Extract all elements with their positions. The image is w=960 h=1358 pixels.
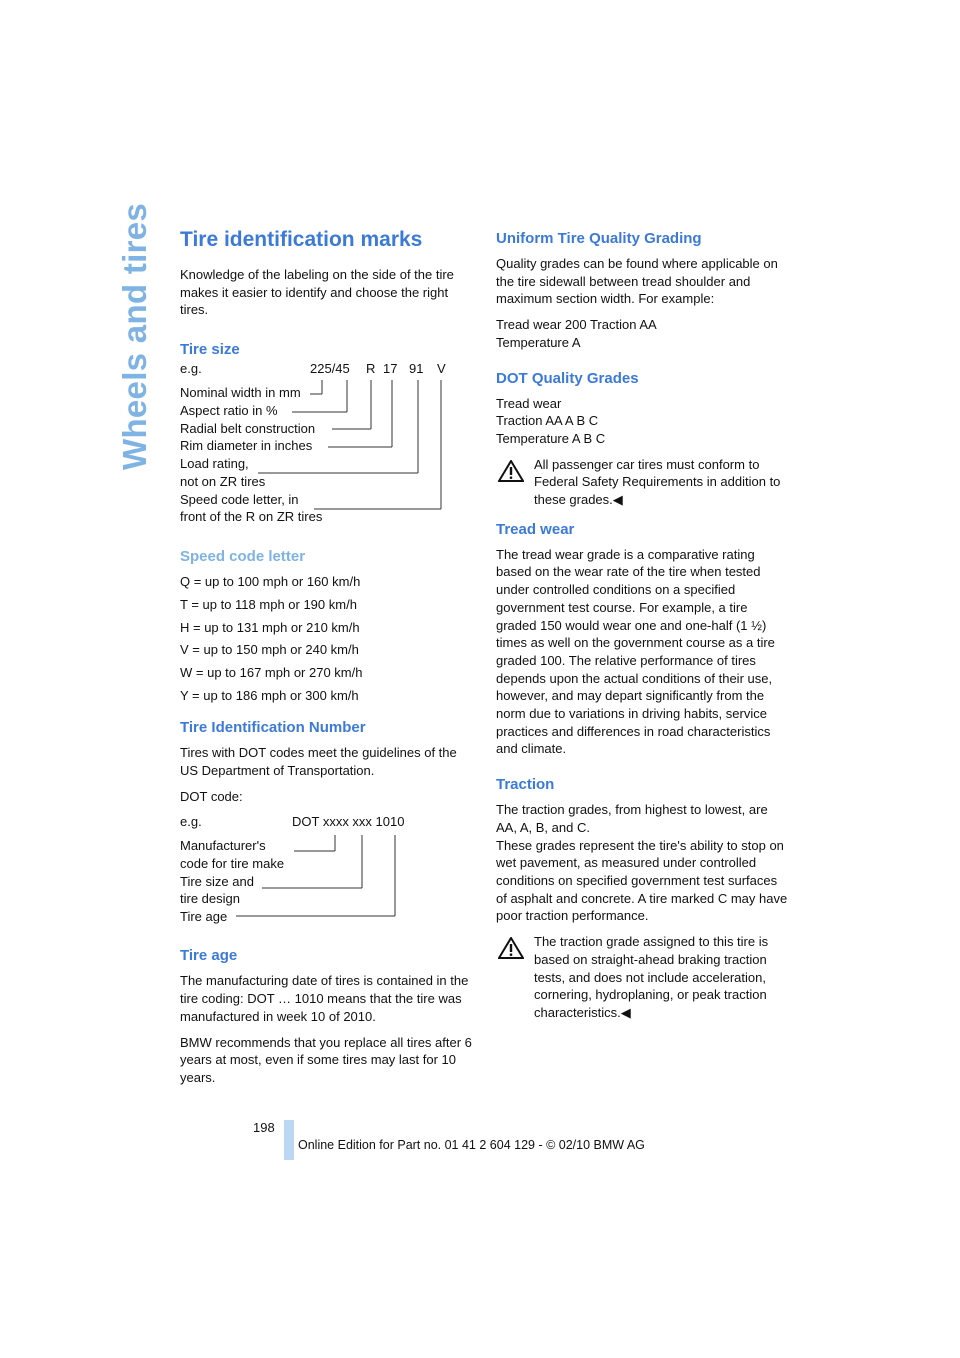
footer-edition-text: Online Edition for Part no. 01 41 2 604 129 - © 02/10 BMW AG: [298, 1138, 645, 1152]
speed-item: V = up to 150 mph or 240 km/h: [180, 642, 359, 658]
dot-grade-line: Temperature A B C: [496, 430, 606, 446]
tin-heading: Tire Identification Number: [180, 719, 366, 737]
warning-icon: [498, 937, 524, 959]
tin-text: Tires with DOT codes meet the guidelines of the US Department of Transportation.: [180, 745, 457, 779]
tire-size-heading: Tire size: [180, 341, 240, 359]
code-radial: R: [366, 361, 376, 377]
speed-item: W = up to 167 mph or 270 km/h: [180, 664, 363, 680]
label-load-rating: Load rating,: [180, 456, 249, 472]
utqg-heading: Uniform Tire Quality Grading: [496, 230, 702, 247]
traction-text-1: The traction grades, from highest to lowest, are AA, A, B, and C.: [496, 802, 768, 835]
dot-grades-heading: DOT Quality Grades: [496, 369, 639, 387]
warning-icon: [498, 460, 524, 482]
speed-item: Q = up to 100 mph or 160 km/h: [180, 574, 361, 590]
tire-age-text-1: The manufacturing date of tires is contained in the tire coding: DOT … 1010 means that the tire was manufactured in week 10 of 2010.: [180, 973, 469, 1024]
dot-grade-line: Traction AA A B C: [496, 413, 599, 429]
label-rim-diameter: Rim diameter in inches: [180, 438, 313, 454]
warning-text-1: All passenger car tires must conform to Federal Safety Requirements in addition to these grades.◀: [534, 456, 781, 508]
tread-wear-heading: Tread wear: [496, 520, 575, 538]
footer-accent-bar: [284, 1120, 294, 1160]
tire-age-heading: Tire age: [180, 947, 238, 965]
warning-note-2: [496, 933, 790, 1022]
chapter-sidebar-title: Wheels and tires: [116, 202, 153, 470]
speed-code-heading: Speed code letter: [180, 548, 306, 566]
dot-example-label: e.g.: [180, 814, 202, 830]
speed-item: Y = up to 186 mph or 300 km/h: [180, 687, 359, 703]
code-rim: 17: [383, 361, 398, 377]
label-radial: Radial belt construction: [180, 421, 316, 437]
label-tire-age: Tire age: [180, 909, 228, 925]
label-speed-code-2: front of the R on ZR tires: [180, 509, 323, 525]
left-column: [180, 228, 475, 1095]
label-tire-size: Tire size and: [180, 874, 254, 890]
tread-wear-text: The tread wear grade is a comparative rating based on the wear rate of the tire when tested under controlled conditions on a specified government test course. For example, a tire graded 150 would wear one and one-half (1 ½) times as well on the government course as a tire graded 100. The relative performance of tires depends upon the actual conditions of their use, however, and may depart significantly from the norm due to variations in driving habits, service practices and differences in road characteristics and climate.: [496, 546, 775, 757]
warning-note-1: [496, 456, 790, 509]
traction-heading: Traction: [496, 776, 555, 794]
dot-code: DOT xxxx xxx 1010: [292, 814, 405, 830]
utqg-example-2: Temperature A: [496, 334, 581, 350]
page-number: 198: [253, 1120, 275, 1135]
dot-code-diagram: [180, 814, 475, 935]
label-speed-code: Speed code letter, in: [180, 492, 299, 508]
dot-grade-line: Tread wear: [496, 395, 562, 411]
section-title: Tire identification marks: [180, 228, 423, 251]
label-load-rating-2: not on ZR tires: [180, 474, 266, 490]
label-manufacturer: Manufacturer's: [180, 838, 266, 854]
example-label: e.g.: [180, 361, 202, 377]
traction-text-2: These grades represent the tire's ability to stop on wet pavement, as measured under controlled conditions on specified government test surfaces of asphalt and concrete. A tire marked C may have poor traction performance.: [496, 837, 788, 924]
utqg-text: Quality grades can be found where applicable on the tire sidewall between tread shoulder and maximum section width. For example:: [496, 256, 778, 307]
label-aspect-ratio: Aspect ratio in %: [180, 403, 278, 419]
right-column: [496, 230, 790, 1022]
tire-size-diagram: [180, 361, 475, 536]
dot-code-label: DOT code:: [180, 788, 243, 804]
code-load: 91: [409, 361, 424, 377]
label-tire-design: tire design: [180, 891, 240, 907]
label-nominal-width: Nominal width in mm: [180, 385, 301, 401]
warning-text-2: The traction grade assigned to this tire is based on straight-ahead braking traction tests, and does not include acceleration, cornering, hydroplaning, or peak traction characteristics.◀: [534, 934, 769, 1020]
intro-text: Knowledge of the labeling on the side of the tire makes it easier to identify and choose the right tires.: [180, 267, 454, 318]
label-manufacturer-2: code for tire make: [180, 856, 285, 872]
tire-age-text-2: BMW recommends that you replace all tires after 6 years at most, even if some tires may last for 10 years.: [180, 1034, 472, 1085]
code-speed: V: [437, 361, 446, 377]
code-width: 225/45: [310, 361, 350, 377]
speed-item: T = up to 118 mph or 190 km/h: [180, 596, 357, 612]
speed-item: H = up to 131 mph or 210 km/h: [180, 619, 360, 635]
utqg-example-1: Tread wear 200 Traction AA: [496, 317, 657, 333]
